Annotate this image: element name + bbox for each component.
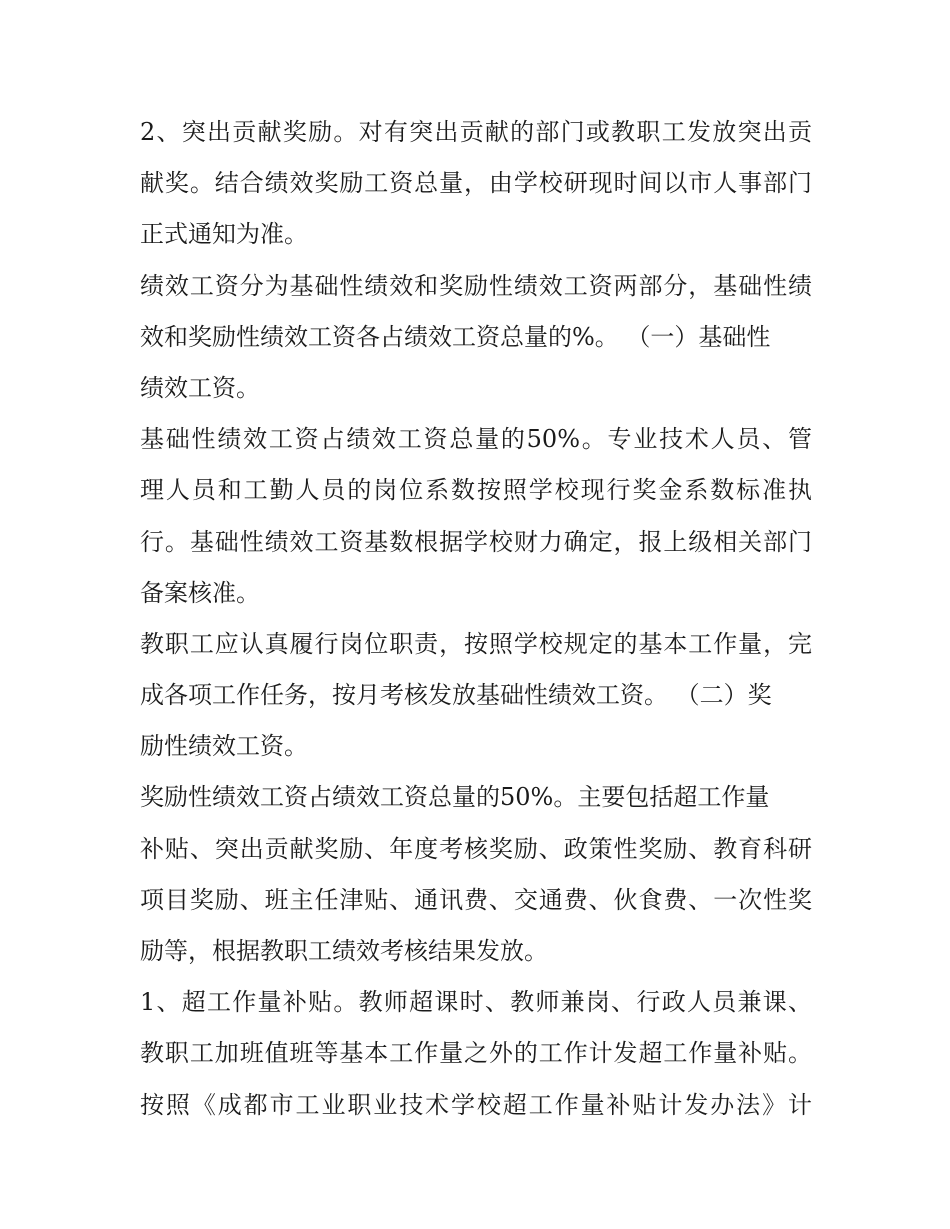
- text-line: 绩效工资分为基础性绩效和奖励性绩效工资两部分，基础性绩: [140, 271, 812, 300]
- text-line: 励等，根据教职工绩效考核结果发放。: [140, 937, 548, 965]
- text-line: 教职工加班值班等基本工作量之外的工作计发超工作量补贴。: [140, 1039, 812, 1068]
- text-line: 补贴、突出贡献奖励、年度考核奖励、政策性奖励、教育科研: [140, 834, 812, 863]
- text-line: 励性绩效工资。: [140, 732, 308, 761]
- text-line: 1、超工作量补贴。教师超课时、教师兼岗、行政人员兼课、: [140, 988, 812, 1017]
- text-line: 效和奖励性绩效工资各占绩效工资总量的%。 （一）基础性: [140, 322, 771, 351]
- document-body: [140, 107, 812, 1131]
- text-line: 绩效工资。: [140, 373, 260, 402]
- text-line: 教职工应认真履行岗位职责，按照学校规定的基本工作量，完: [140, 629, 812, 658]
- text-line: 理人员和工勤人员的岗位系数按照学校现行奖金系数标准执: [140, 476, 812, 505]
- text-line: 正式通知为准。: [140, 220, 308, 249]
- text-line: 献奖。结合绩效奖励工资总量，由学校研现时间以市人事部门: [140, 169, 812, 198]
- text-line: 行。基础性绩效工资基数根据学校财力确定，报上级相关部门: [140, 527, 812, 556]
- text-line: 2、突出贡献奖励。对有突出贡献的部门或教职工发放突出贡: [140, 118, 812, 146]
- text-line: 备案核准。: [140, 578, 260, 607]
- text-line: 基础性绩效工资占绩效工资总量的50%。专业技术人员、管: [140, 425, 812, 454]
- text-line: 按照《成都市工业职业技术学校超工作量补贴计发办法》计: [140, 1090, 812, 1119]
- text-line: 成各项工作任务，按月考核发放基础性绩效工资。 （二）奖: [140, 681, 772, 710]
- text-line: 奖励性绩效工资占绩效工资总量的50%。主要包括超工作量: [140, 783, 770, 812]
- text-line: 项目奖励、班主任津贴、通讯费、交通费、伙食费、一次性奖: [140, 885, 812, 914]
